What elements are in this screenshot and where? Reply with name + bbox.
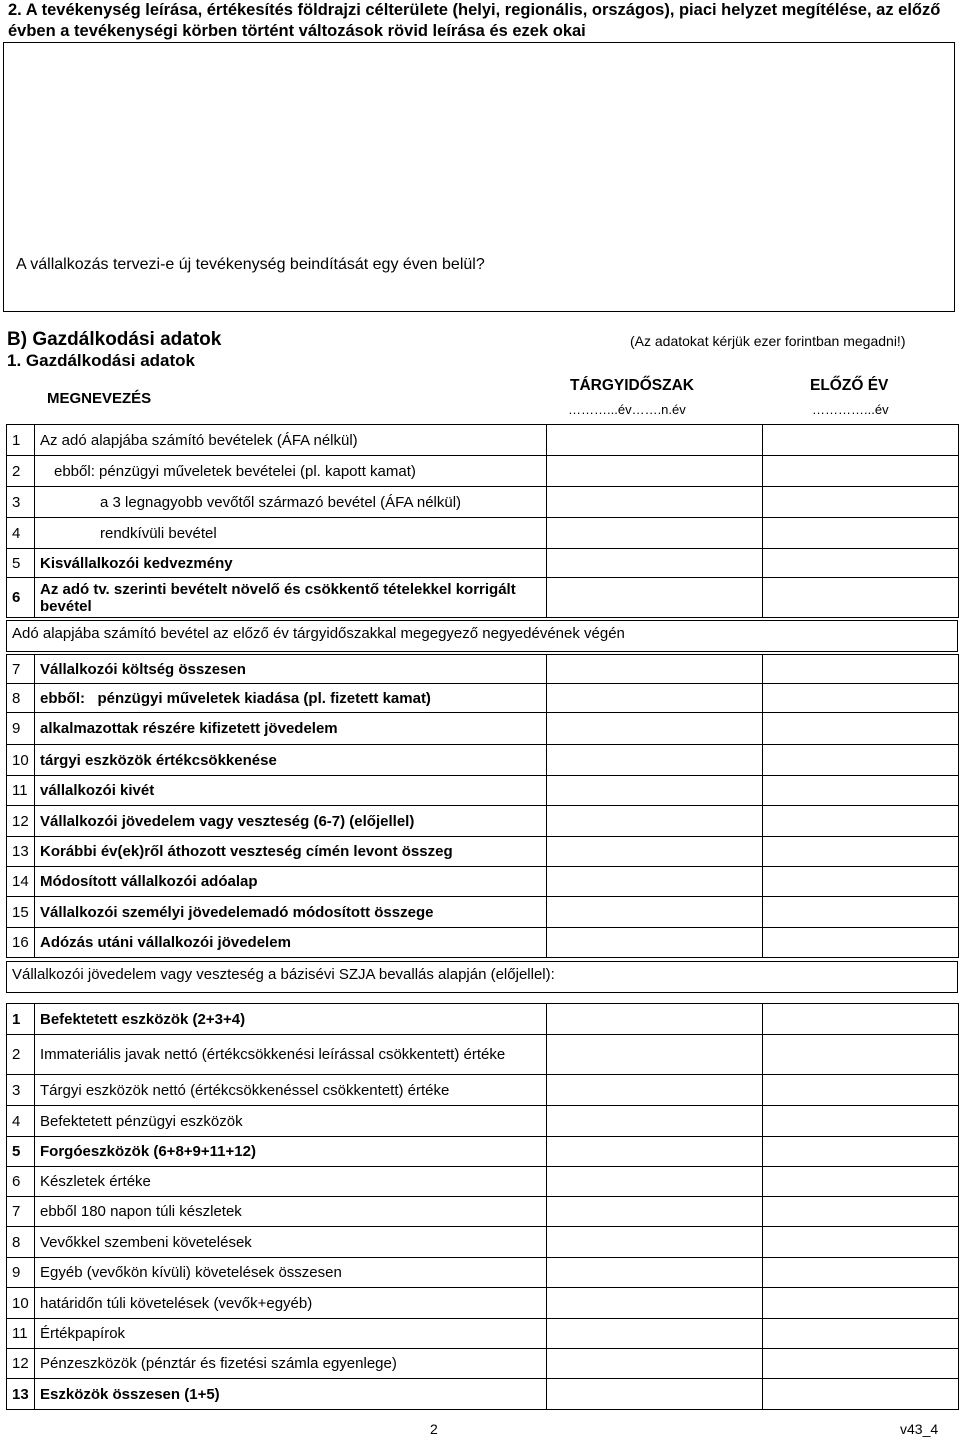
row-number: 5 bbox=[7, 1137, 35, 1167]
value-cell-previous[interactable] bbox=[763, 837, 959, 867]
column-header-name: MEGNEVEZÉS bbox=[47, 390, 152, 407]
row-label bbox=[35, 518, 547, 549]
table-row bbox=[7, 1075, 959, 1106]
base-year-income-row: Vállalkozói jövedelem vagy veszteség a bázisévi SZJA bevallás alapján (előjellel): bbox=[6, 961, 958, 993]
table-row bbox=[7, 1227, 959, 1258]
row-number: 13 bbox=[7, 1379, 35, 1410]
table-row bbox=[7, 425, 959, 456]
value-cell-current[interactable] bbox=[547, 897, 763, 928]
row-number: 13 bbox=[7, 837, 35, 867]
value-cell-previous[interactable] bbox=[763, 867, 959, 897]
value-cell-previous[interactable] bbox=[763, 578, 959, 618]
cost-table bbox=[6, 654, 959, 958]
row-number: 14 bbox=[7, 867, 35, 897]
value-cell-previous[interactable] bbox=[763, 1379, 959, 1410]
value-cell-previous[interactable] bbox=[763, 1288, 959, 1319]
value-cell-previous[interactable] bbox=[763, 1075, 959, 1106]
value-cell-previous[interactable] bbox=[763, 928, 959, 958]
row-label: Pénzeszközök (pénztár és fizetési számla egyenlege) bbox=[35, 1349, 547, 1379]
table-row bbox=[7, 1288, 959, 1319]
value-cell-previous[interactable] bbox=[763, 1137, 959, 1167]
row-number: 5 bbox=[7, 549, 35, 578]
value-cell-previous[interactable] bbox=[763, 1004, 959, 1035]
column-header-previous: ELŐZŐ ÉV bbox=[810, 377, 889, 394]
column-header-previous-year: …………...év bbox=[812, 402, 889, 417]
table-row bbox=[7, 549, 959, 578]
column-header-current: TÁRGYIDŐSZAK bbox=[570, 377, 694, 394]
value-cell-previous[interactable] bbox=[763, 806, 959, 837]
table-row bbox=[7, 578, 959, 618]
row-label: Immateriális javak nettó (értékcsökkenési leírással csökkentett) értéke bbox=[35, 1035, 547, 1075]
value-cell-previous[interactable] bbox=[763, 518, 959, 549]
table-row bbox=[7, 655, 959, 684]
row-number: 2 bbox=[7, 1035, 35, 1075]
row-number: 9 bbox=[7, 1258, 35, 1288]
table-row bbox=[7, 713, 959, 745]
row-label: Az adó tv. szerinti bevételt növelő és csökkentő tételekkel korrigált bevétel bbox=[35, 578, 547, 618]
table-row bbox=[7, 867, 959, 897]
value-cell-previous[interactable] bbox=[763, 745, 959, 776]
value-cell-current[interactable] bbox=[547, 1035, 763, 1075]
row-number: 4 bbox=[7, 1106, 35, 1137]
row-number: 16 bbox=[7, 928, 35, 958]
row-number: 6 bbox=[7, 1167, 35, 1197]
row-label: Befektetett eszközök (2+3+4) bbox=[35, 1004, 547, 1035]
row-number: 8 bbox=[7, 1227, 35, 1258]
table-row bbox=[7, 1167, 959, 1197]
row-label-text: a 3 legnagyobb vevőtől származó bevétel (ÁFA nélkül) bbox=[100, 493, 462, 511]
row-label: tárgyi eszközök értékcsökkenése bbox=[35, 745, 547, 776]
table-row bbox=[7, 745, 959, 776]
row-label: Befektetett pénzügyi eszközök bbox=[35, 1106, 547, 1137]
table-row bbox=[7, 776, 959, 806]
row-number: 2 bbox=[7, 456, 35, 487]
row-label: Módosított vállalkozói adóalap bbox=[35, 867, 547, 897]
value-cell-current[interactable] bbox=[547, 549, 763, 578]
revenue-table bbox=[6, 424, 959, 618]
row-number: 12 bbox=[7, 1349, 35, 1379]
table-row bbox=[7, 1379, 959, 1410]
section-b-note: (Az adatokat kérjük ezer forintban megadni!) bbox=[630, 333, 906, 349]
assets-table bbox=[6, 1003, 959, 1410]
table-row bbox=[7, 1197, 959, 1227]
table-row bbox=[7, 928, 959, 958]
row-number: 11 bbox=[7, 1319, 35, 1349]
page-number: 2 bbox=[430, 1421, 438, 1437]
value-cell-previous[interactable] bbox=[763, 456, 959, 487]
row-label: Készletek értéke bbox=[35, 1167, 547, 1197]
value-cell-previous[interactable] bbox=[763, 684, 959, 713]
table-row bbox=[7, 684, 959, 713]
table-row bbox=[7, 518, 959, 549]
value-cell-current[interactable] bbox=[547, 1137, 763, 1167]
value-cell-current[interactable] bbox=[547, 425, 763, 456]
row-label: Egyéb (vevőkön kívüli) követelések összesen bbox=[35, 1258, 547, 1288]
new-activity-question: A vállalkozás tervezi-e új tevékenység beindítását egy éven belül? bbox=[16, 256, 485, 273]
row-number: 10 bbox=[7, 745, 35, 776]
row-label: határidőn túli követelések (vevők+egyéb) bbox=[35, 1288, 547, 1319]
row-label: Vállalkozói költség összesen bbox=[35, 655, 547, 684]
value-cell-previous[interactable] bbox=[763, 1035, 959, 1075]
value-cell-previous[interactable] bbox=[763, 1319, 959, 1349]
row-number: 11 bbox=[7, 776, 35, 806]
row-number: 8 bbox=[7, 684, 35, 713]
value-cell-current[interactable] bbox=[547, 1319, 763, 1349]
row-label bbox=[35, 487, 547, 518]
row-label: Eszközök összesen (1+5) bbox=[35, 1379, 547, 1410]
value-cell-current[interactable] bbox=[547, 776, 763, 806]
value-cell-current[interactable] bbox=[547, 1197, 763, 1227]
value-cell-current[interactable] bbox=[547, 1075, 763, 1106]
section-heading: 2. A tevékenység leírása, értékesítés földrajzi célterülete (helyi, regionális, országos), piaci helyzet megítélése, az előző évben a tevékenységi körben történt változások rövid leírása és ezek okai bbox=[8, 1, 941, 40]
table-row bbox=[7, 897, 959, 928]
row-number: 9 bbox=[7, 713, 35, 745]
row-number: 3 bbox=[7, 1075, 35, 1106]
row-label: alkalmazottak részére kifizetett jövedelem bbox=[35, 713, 547, 745]
row-label: ebből 180 napon túli készletek bbox=[35, 1197, 547, 1227]
value-cell-current[interactable] bbox=[547, 1004, 763, 1035]
row-number: 1 bbox=[7, 1004, 35, 1035]
row-label: Korábbi év(ek)ről áthozott veszteség címén levont összeg bbox=[35, 837, 547, 867]
value-cell-current[interactable] bbox=[547, 1379, 763, 1410]
row-number: 6 bbox=[7, 578, 35, 618]
row-label-text: ebből: pénzügyi műveletek bevételei (pl. kapott kamat) bbox=[54, 462, 416, 480]
value-cell-current[interactable] bbox=[547, 867, 763, 897]
table-row bbox=[7, 1035, 959, 1075]
row-number: 12 bbox=[7, 806, 35, 837]
value-cell-previous[interactable] bbox=[763, 1106, 959, 1137]
value-cell-current[interactable] bbox=[547, 713, 763, 745]
row-label: Adózás utáni vállalkozói jövedelem bbox=[35, 928, 547, 958]
row-number: 7 bbox=[7, 655, 35, 684]
row-number: 15 bbox=[7, 897, 35, 928]
row-label bbox=[35, 456, 547, 487]
row-label: Kisvállalkozói kedvezmény bbox=[35, 549, 547, 578]
value-cell-current[interactable] bbox=[547, 1167, 763, 1197]
value-cell-previous[interactable] bbox=[763, 1197, 959, 1227]
row-number: 7 bbox=[7, 1197, 35, 1227]
table-row bbox=[7, 1258, 959, 1288]
value-cell-previous[interactable] bbox=[763, 1227, 959, 1258]
section-b-subtitle: 1. Gazdálkodási adatok bbox=[7, 351, 196, 370]
row-label: Vállalkozói jövedelem vagy veszteség (6-7) (előjellel) bbox=[35, 806, 547, 837]
row-number: 1 bbox=[7, 425, 35, 456]
row-label-text: rendkívüli bevétel bbox=[100, 524, 217, 542]
value-cell-current[interactable] bbox=[547, 806, 763, 837]
row-number: 10 bbox=[7, 1288, 35, 1319]
value-cell-previous[interactable] bbox=[763, 1167, 959, 1197]
value-cell-current[interactable] bbox=[547, 456, 763, 487]
row-label: vállalkozói kivét bbox=[35, 776, 547, 806]
value-cell-current[interactable] bbox=[547, 578, 763, 618]
form-version: v43_4 bbox=[900, 1421, 939, 1437]
row-number: 4 bbox=[7, 518, 35, 549]
table-row bbox=[7, 806, 959, 837]
table-row bbox=[7, 1004, 959, 1035]
row-label: Az adó alapjába számító bevételek (ÁFA nélkül) bbox=[35, 425, 547, 456]
value-cell-current[interactable] bbox=[547, 1258, 763, 1288]
row-label: ebből: pénzügyi műveletek kiadása (pl. fizetett kamat) bbox=[35, 684, 547, 713]
value-cell-previous[interactable] bbox=[763, 897, 959, 928]
table-row bbox=[7, 487, 959, 518]
value-cell-current[interactable] bbox=[547, 837, 763, 867]
value-cell-current[interactable] bbox=[547, 487, 763, 518]
value-cell-previous[interactable] bbox=[763, 549, 959, 578]
table-row bbox=[7, 1349, 959, 1379]
row-label: Forgóeszközök (6+8+9+11+12) bbox=[35, 1137, 547, 1167]
value-cell-previous[interactable] bbox=[763, 425, 959, 456]
value-cell-current[interactable] bbox=[547, 1349, 763, 1379]
value-cell-previous[interactable] bbox=[763, 776, 959, 806]
row-number: 3 bbox=[7, 487, 35, 518]
value-cell-current[interactable] bbox=[547, 518, 763, 549]
row-label: Vevőkkel szembeni követelések bbox=[35, 1227, 547, 1258]
value-cell-previous[interactable] bbox=[763, 713, 959, 745]
table-row bbox=[7, 1106, 959, 1137]
row-label: Vállalkozói személyi jövedelemadó módosított összege bbox=[35, 897, 547, 928]
value-cell-current[interactable] bbox=[547, 928, 763, 958]
column-header-current-year: ………...év…….n.év bbox=[568, 402, 686, 417]
table-row bbox=[7, 837, 959, 867]
row-label: Tárgyi eszközök nettó (értékcsökkenéssel csökkentett) értéke bbox=[35, 1075, 547, 1106]
value-cell-previous[interactable] bbox=[763, 487, 959, 518]
table-row bbox=[7, 1137, 959, 1167]
value-cell-current[interactable] bbox=[547, 745, 763, 776]
section-b-title: B) Gazdálkodási adatok bbox=[7, 329, 222, 350]
table-row bbox=[7, 456, 959, 487]
value-cell-current[interactable] bbox=[547, 1106, 763, 1137]
base-revenue-row: Adó alapjába számító bevétel az előző év tárgyidőszakkal megegyező negyedévének végén bbox=[6, 620, 958, 652]
value-cell-current[interactable] bbox=[547, 684, 763, 713]
value-cell-previous[interactable] bbox=[763, 655, 959, 684]
value-cell-previous[interactable] bbox=[763, 1349, 959, 1379]
table-row bbox=[7, 1319, 959, 1349]
value-cell-current[interactable] bbox=[547, 1227, 763, 1258]
value-cell-current[interactable] bbox=[547, 1288, 763, 1319]
value-cell-previous[interactable] bbox=[763, 1258, 959, 1288]
value-cell-current[interactable] bbox=[547, 655, 763, 684]
row-label: Értékpapírok bbox=[35, 1319, 547, 1349]
